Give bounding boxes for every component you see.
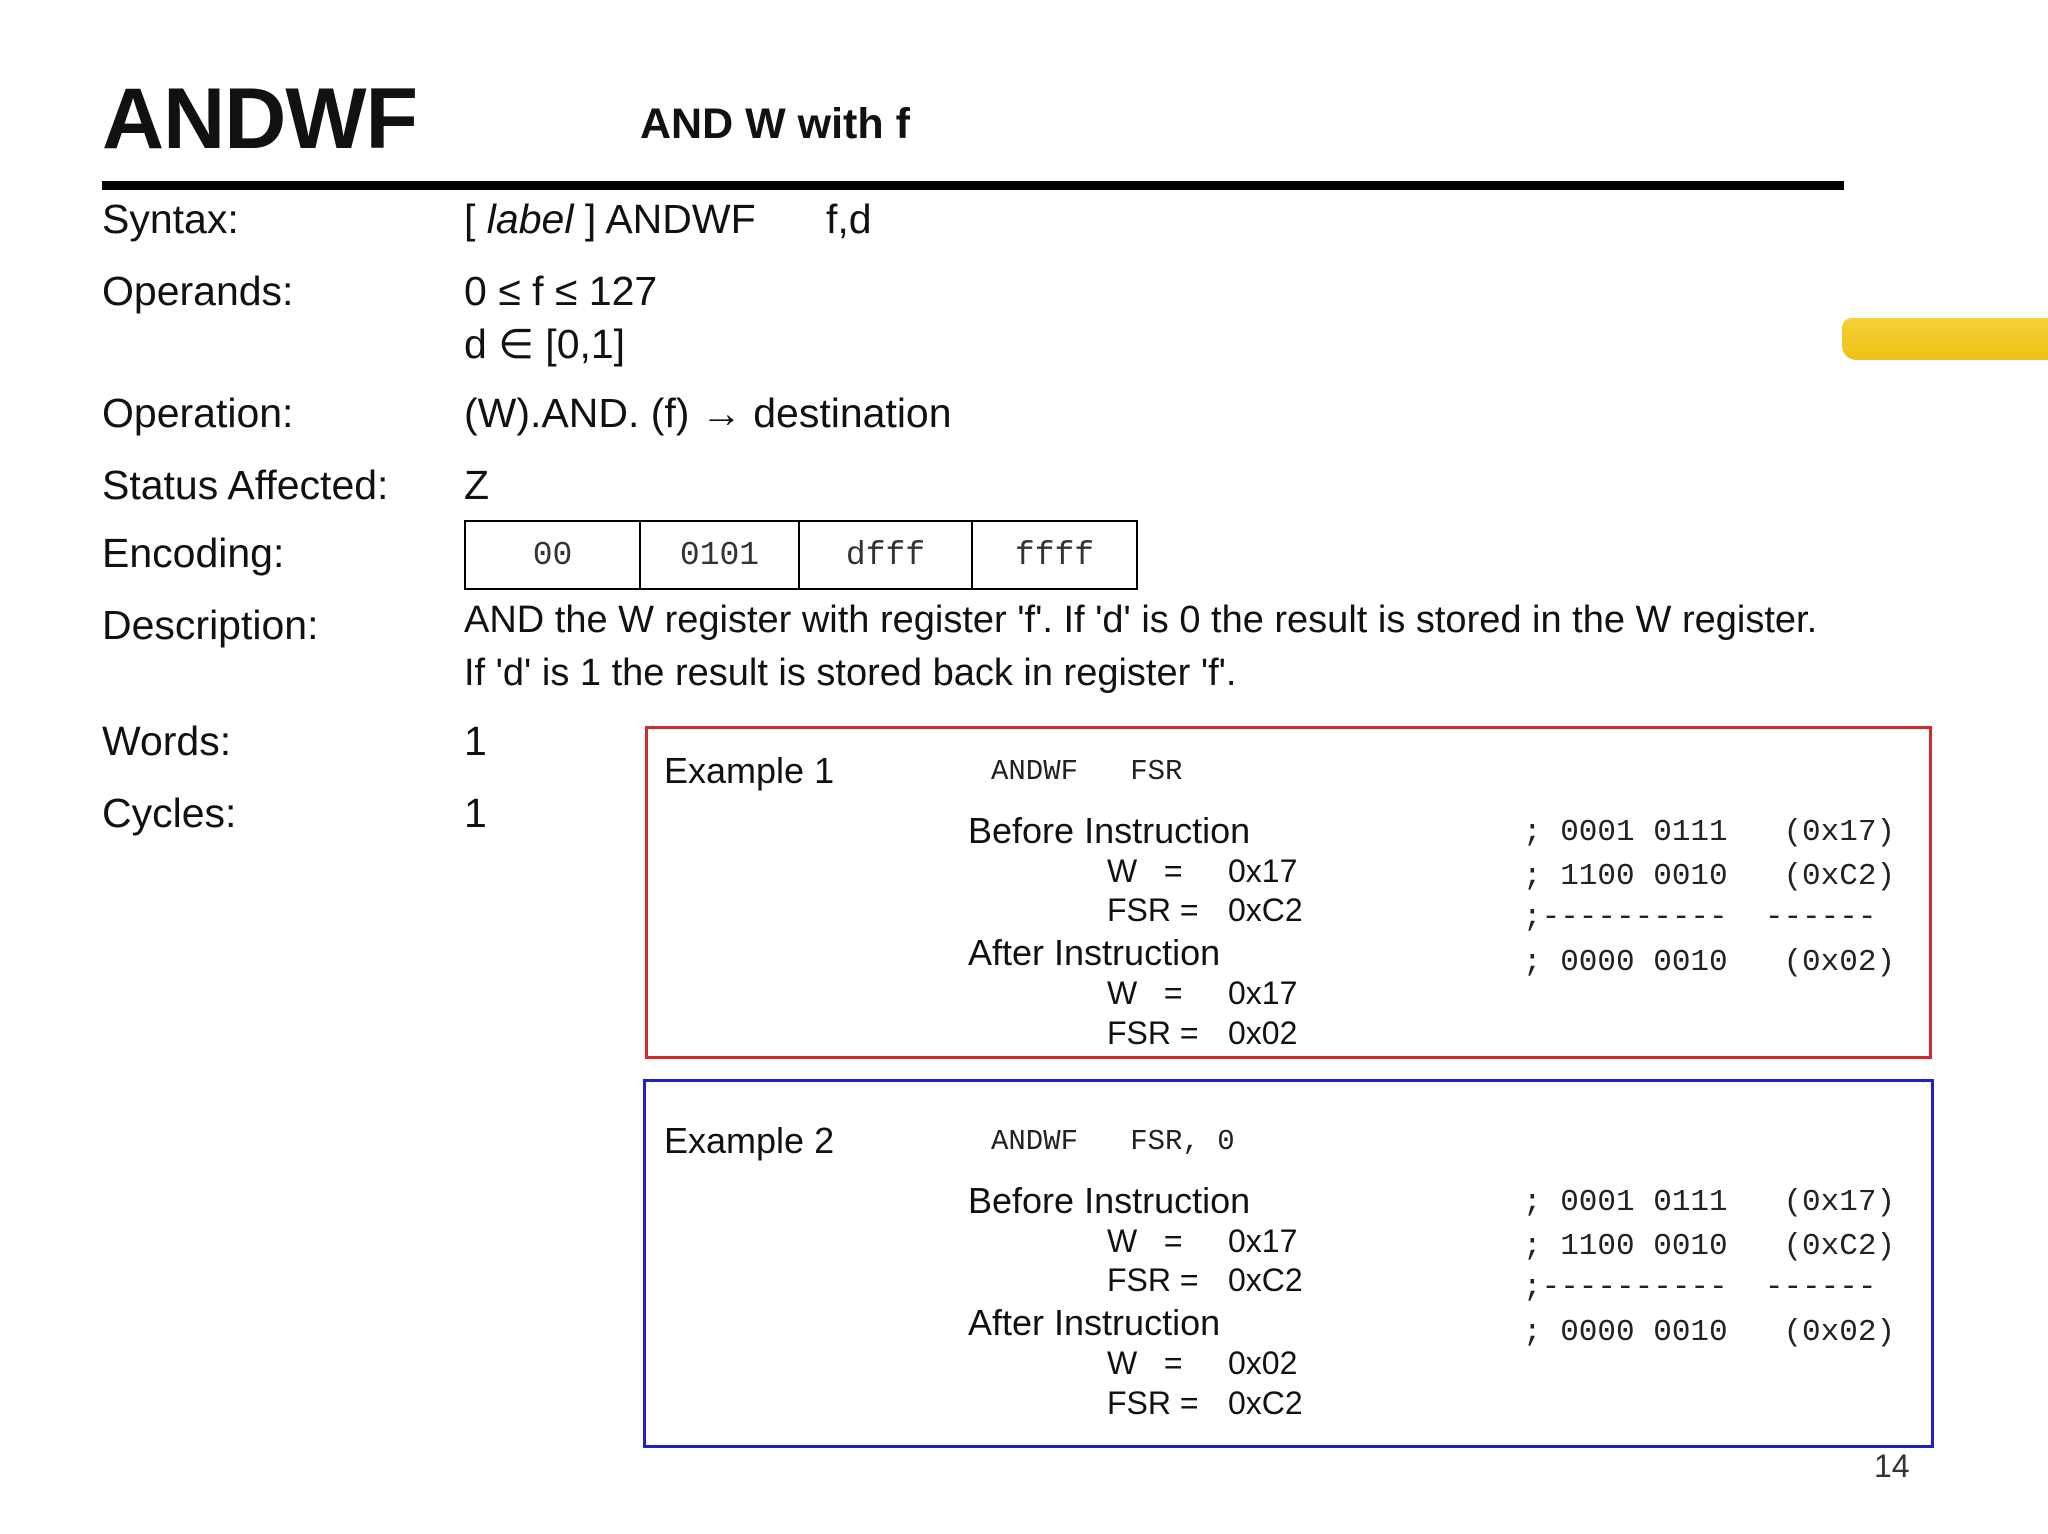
binary-comment: ; 0001 0111 (0x17) xyxy=(1523,815,1896,850)
syntax-label-placeholder: label xyxy=(486,196,574,242)
example-1-box xyxy=(645,726,1932,1059)
binary-comment: ; 1100 0010 (0xC2) xyxy=(1523,859,1896,894)
cycles-label: Cycles: xyxy=(102,790,237,836)
syntax-operands: f,d xyxy=(826,196,872,242)
register-name: FSR = xyxy=(1107,892,1199,928)
binary-comment: ; 1100 0010 (0xC2) xyxy=(1523,1229,1896,1264)
before-instruction-label: Before Instruction xyxy=(968,810,1251,851)
register-name: W = xyxy=(1107,1345,1183,1381)
register-value: 0xC2 xyxy=(1228,892,1303,928)
status-label: Status Affected: xyxy=(102,462,389,508)
encoding-label: Encoding: xyxy=(102,530,285,576)
page-number: 14 xyxy=(1874,1448,1910,1478)
page-subtitle: AND W with f xyxy=(640,100,910,148)
status-value: Z xyxy=(464,462,490,508)
operands-line1: 0 ≤ f ≤ 127 xyxy=(464,268,658,314)
register-value: 0x17 xyxy=(1228,853,1298,889)
register-name: W = xyxy=(1107,1223,1183,1259)
encoding-cell: 0101 xyxy=(641,522,800,588)
words-value: 1 xyxy=(464,718,487,764)
encoding-cell: 00 xyxy=(466,522,641,588)
syntax-open: [ xyxy=(464,196,487,242)
register-name: FSR = xyxy=(1107,1015,1199,1051)
register-value: 0x02 xyxy=(1228,1015,1298,1051)
binary-comment: ; 0000 0010 (0x02) xyxy=(1523,945,1896,980)
binary-comment: ;---------- ------ xyxy=(1523,1270,1877,1305)
example-code: ANDWF FSR, 0 xyxy=(991,1125,1235,1158)
operation-value: (W).AND. (f) → destination xyxy=(464,390,952,436)
encoding-cell: dfff xyxy=(800,522,973,588)
register-name: W = xyxy=(1107,853,1183,889)
encoding-cell: ffff xyxy=(1014,536,1095,574)
register-value: 0x17 xyxy=(1228,975,1298,1011)
syntax-label: Syntax: xyxy=(102,196,239,242)
binary-comment: ;---------- ------ xyxy=(1523,900,1877,935)
before-instruction-label: Before Instruction xyxy=(968,1180,1251,1221)
cycles-value: 1 xyxy=(464,790,487,836)
binary-comment: ; 0001 0111 (0x17) xyxy=(1523,1185,1896,1220)
after-instruction-label: After Instruction xyxy=(968,932,1221,973)
register-value: 0xC2 xyxy=(1228,1262,1303,1298)
example-2-box xyxy=(643,1079,1934,1448)
operands-label: Operands: xyxy=(102,268,294,314)
highlighter-mark xyxy=(1842,318,2048,360)
register-name: W = xyxy=(1107,975,1183,1011)
example-title: Example 1 xyxy=(664,750,835,791)
header-divider xyxy=(102,181,1844,190)
example-title: Example 2 xyxy=(664,1120,835,1161)
operands-line2: d ∈ [0,1] xyxy=(464,321,626,367)
description-label: Description: xyxy=(102,602,319,648)
words-label: Words: xyxy=(102,718,232,764)
example-code: ANDWF FSR xyxy=(991,755,1183,788)
encoding-table xyxy=(464,520,1138,590)
operation-label: Operation: xyxy=(102,390,294,436)
register-name: FSR = xyxy=(1107,1385,1199,1421)
syntax-mnemonic: ] ANDWF xyxy=(573,196,756,242)
syntax-value xyxy=(464,196,756,243)
register-value: 0x17 xyxy=(1228,1223,1298,1259)
register-value: 0xC2 xyxy=(1228,1385,1303,1421)
page-title: ANDWF xyxy=(102,71,418,167)
after-instruction-label: After Instruction xyxy=(968,1302,1221,1343)
binary-comment: ; 0000 0010 (0x02) xyxy=(1523,1315,1896,1350)
register-name: FSR = xyxy=(1107,1262,1199,1298)
register-value: 0x02 xyxy=(1228,1345,1298,1381)
description-value: AND the W register with register 'f'. If 'd' is 0 the result is stored in the W register. If 'd' is 1 the result is stored back in register 'f'. xyxy=(464,599,1818,694)
